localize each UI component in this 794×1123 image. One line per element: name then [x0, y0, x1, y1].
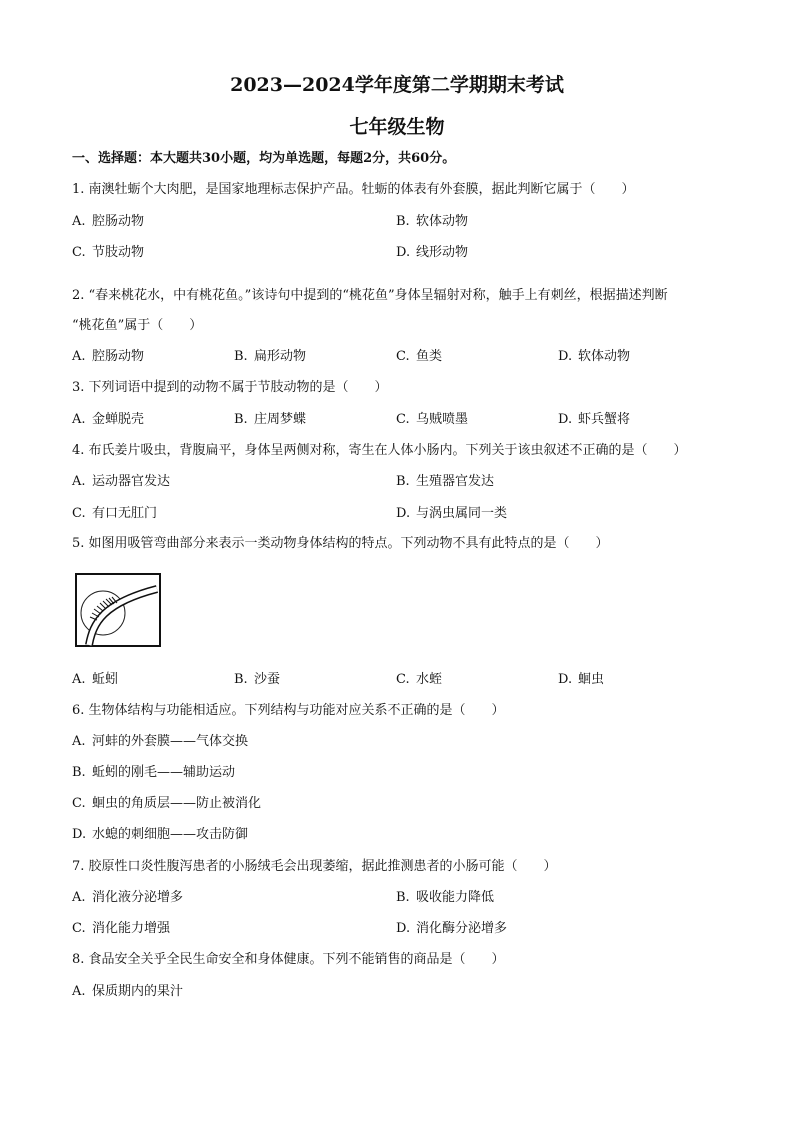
option-1d[interactable]: D. 线形动物: [396, 245, 469, 260]
exam-subtitle: 七年级生物: [349, 116, 445, 138]
option-2c[interactable]: C. 鱼类: [396, 349, 443, 364]
option-1a[interactable]: A. 腔肠动物: [72, 214, 145, 229]
option-3a[interactable]: A. 金蝉脱壳: [72, 412, 145, 427]
option-5d[interactable]: D. 蛔虫: [558, 672, 605, 687]
question-2: 2. “春来桃花水，中有桃花鱼。”该诗句中提到的“桃花鱼”身体呈辐射对称，触手上有刺丝，根据描述判断: [72, 288, 668, 303]
option-7c[interactable]: C. 消化能力增强: [72, 921, 171, 936]
question-6: 6. 生物体结构与功能相适应。下列结构与功能对应关系不正确的是（ ）: [72, 703, 505, 718]
option-4d[interactable]: D. 与涡虫属同一类: [396, 506, 508, 521]
option-5a[interactable]: A. 蚯蚓: [72, 672, 119, 687]
option-4a[interactable]: A. 运动器官发达: [72, 474, 171, 489]
option-1b[interactable]: B. 软体动物: [396, 214, 469, 229]
question-1: 1. 南澳牡蛎个大肉肥，是国家地理标志保护产品。牡蛎的体表有外套膜，据此判断它属于（ ）: [72, 182, 635, 197]
option-6c[interactable]: C. 蛔虫的角质层——防止被消化: [72, 796, 262, 811]
option-7a[interactable]: A. 消化液分泌增多: [72, 890, 184, 905]
option-3c[interactable]: C. 乌贼喷墨: [396, 412, 469, 427]
option-6b[interactable]: B. 蚯蚓的刚毛——辅助运动: [72, 765, 236, 780]
option-4b[interactable]: B. 生殖器官发达: [396, 474, 495, 489]
question-2-cont: “桃花鱼”属于（ ）: [72, 318, 203, 333]
question-8: 8. 食品安全关乎全民生命安全和身体健康。下列不能销售的商品是（ ）: [72, 952, 505, 967]
section-heading: 一、选择题：本大题共30小题，均为单选题，每题2分，共60分。: [72, 151, 456, 166]
question-5: 5. 如图用吸管弯曲部分来表示一类动物身体结构的特点。下列动物不具有此特点的是（ ）: [72, 536, 609, 551]
option-7d[interactable]: D. 消化酶分泌增多: [396, 921, 508, 936]
option-2d[interactable]: D. 软体动物: [558, 349, 631, 364]
question-7: 7. 胶原性口炎性腹泻患者的小肠绒毛会出现萎缩，据此推测患者的小肠可能（ ）: [72, 859, 557, 874]
bent-straw-figure: [75, 573, 161, 647]
option-6a[interactable]: A. 河蚌的外套膜——气体交换: [72, 734, 249, 749]
question-4: 4. 布氏姜片吸虫，背腹扁平，身体呈两侧对称，寄生在人体小肠内。下列关于该虫叙述不正确的是（ ）: [72, 443, 687, 458]
option-3d[interactable]: D. 虾兵蟹将: [558, 412, 631, 427]
option-5c[interactable]: C. 水蛭: [396, 672, 443, 687]
option-2b[interactable]: B. 扁形动物: [234, 349, 307, 364]
option-2a[interactable]: A. 腔肠动物: [72, 349, 145, 364]
option-5b[interactable]: B. 沙蚕: [234, 672, 281, 687]
question-3: 3. 下列词语中提到的动物不属于节肢动物的是（ ）: [72, 380, 388, 395]
option-4c[interactable]: C. 有口无肛门: [72, 506, 158, 521]
option-8a[interactable]: A. 保质期内的果汁: [72, 984, 184, 999]
option-7b[interactable]: B. 吸收能力降低: [396, 890, 495, 905]
option-3b[interactable]: B. 庄周梦蝶: [234, 412, 307, 427]
exam-title: 2023—2024学年度第二学期期末考试: [230, 74, 564, 96]
option-6d[interactable]: D. 水螅的刺细胞——攻击防御: [72, 827, 249, 842]
option-1c[interactable]: C. 节肢动物: [72, 245, 145, 260]
